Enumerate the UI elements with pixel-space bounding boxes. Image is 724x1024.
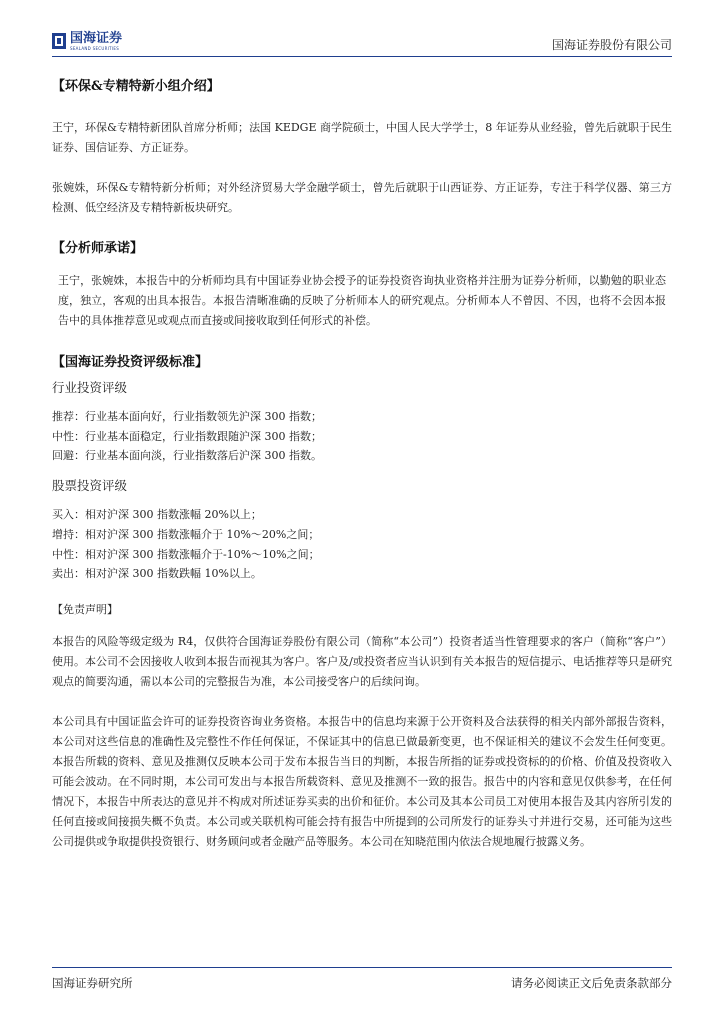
stock-rating-item: 卖出：相对沪深 300 指数跌幅 10%以上。 [52,567,262,581]
industry-rating-item: 回避：行业基本面向淡，行业指数落后沪深 300 指数。 [52,449,322,463]
commitment-heading: 【分析师承诺】 [52,241,144,256]
company-logo [52,30,122,52]
page-header [52,30,672,54]
report-content [52,78,672,852]
team-heading: 【环保&专精特新小组介绍】 [52,79,220,94]
logo-mark-icon [52,33,66,49]
disclaimer-paragraph: 本公司具有中国证监会许可的证券投资咨询业务资格。本报告中的信息均来源于公开资料及合法获得的相关内部外部报告资料，本公司对这些信息的准确性及完整性不作任何保证，不保证其中的信息已做最新变更，也不保证相关的建议不会发生任何变更。本报告所载的资料、意见及推测仅反映本公司于发布本报告当日的判断，本报告所指的证券或投资标的的价格、价值及投资收入可能会波动。在不同时期，本公司可发出与本报告所载资料、意见及推测不一致的报告。报告中的内容和意见仅供参考，在任何情况下，本报告中所表达的意见并不构成对所述证券买卖的出价和征价。本公司及其本公司员工对使用本报告及其内容所引发的任何直接或间接损失概不负责。本公司或关联机构可能会持有报告中所提到的公司所发行的证券头寸并进行交易，还可能为这些公司提供或争取提供投资银行、财务顾问或者金融产品等服务。本公司在知晓范围内依法合规地履行披露义务。 [52,714,672,848]
footer-rule [52,967,672,968]
industry-rating-item: 中性：行业基本面稳定，行业指数跟随沪深 300 指数； [52,429,322,443]
logo-subtext: SEALAND SECURITIES [70,45,120,51]
logo-text: 国海证券 [70,30,123,46]
industry-rating-title: 行业投资评级 [52,380,128,395]
stock-rating-title: 股票投资评级 [52,478,128,494]
footer-left: 国海证券研究所 [52,976,133,990]
commitment-text: 王宁，张婉姝，本报告中的分析师均具有中国证券业协会授予的证券投资咨询执业资格并注册为证券分析师，以勤勉的职业态度，独立，客观的出具本报告。本报告清晰准确的反映了分析师本人的研究观点。分析师本人不曾因、不因，也将不会因本报告中的具体推荐意见或观点而直接或间接收取到任何形式的补偿。 [58,274,666,327]
stock-rating-item: 增持：相对沪深 300 指数涨幅介于 10%～20%之间； [52,527,320,541]
disclaimer-heading: 【免责声明】 [52,602,118,616]
company-name: 国海证券股份有限公司 [551,38,672,52]
disclaimer-paragraph: 本报告的风险等级定级为 R4，仅供符合国海证券股份有限公司（简称“本公司”）投资者适当性管理要求的客户（简称“客户”）使用。本公司不会因接收人收到本报告而视其为客户。客户及/或投资者应当认识到有关本报告的短信提示、电话推荐等只是研究观点的简要沟通，需以本公司的完整报告为准，本公司接受客户的后续问询。 [52,634,672,688]
team-bio: 王宁，环保&专精特新团队首席分析师；法国 KEDGE 商学院硕士，中国人民大学学士，8 年证券从业经验，曾先后就职于民生证券、国信证券、方正证券。 [52,121,672,154]
stock-rating-item: 中性：相对沪深 300 指数涨幅介于-10%～10%之间； [52,547,320,561]
rating-heading: 【国海证券投资评级标准】 [52,355,209,370]
stock-rating-list [52,505,672,584]
industry-rating-list [52,407,672,466]
stock-rating-item: 买入：相对沪深 300 指数涨幅 20%以上； [52,508,262,522]
header-rule [52,56,672,57]
team-bio: 张婉姝，环保&专精特新分析师；对外经济贸易大学金融学硕士，曾先后就职于山西证券、方正证券，专注于科学仪器、第三方检测、低空经济及专精特新板块研究。 [52,181,672,214]
footer-right: 请务必阅读正文后免责条款部分 [511,976,672,990]
industry-rating-item: 推荐：行业基本面向好，行业指数领先沪深 300 指数； [52,410,322,423]
